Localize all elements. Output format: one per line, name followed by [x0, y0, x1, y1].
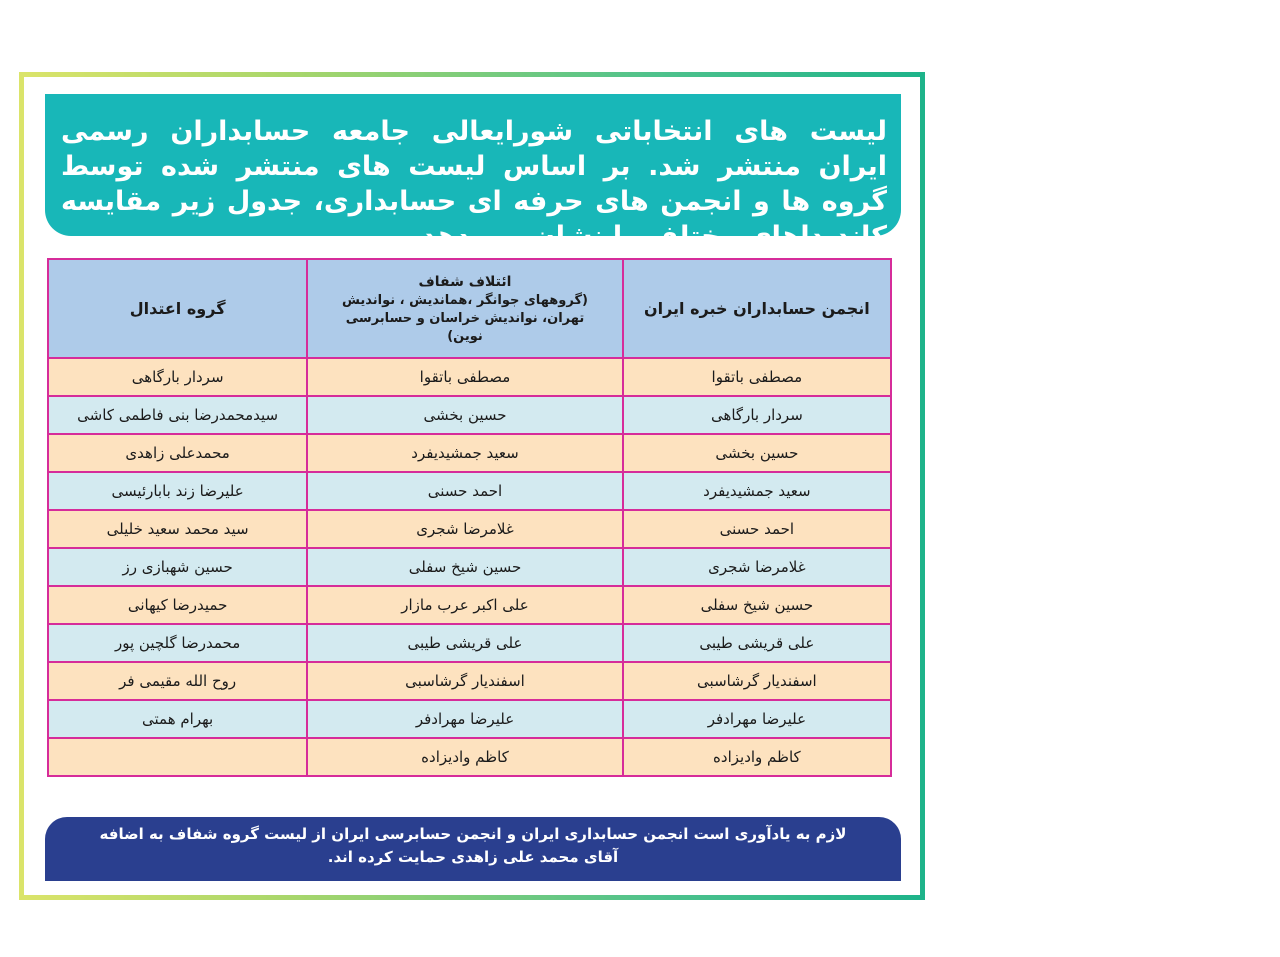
cell-coalition: حسین بخشی: [307, 396, 622, 434]
footnote-line-2: آقای محمد علی زاهدی حمایت کرده اند.: [327, 848, 619, 866]
table-row: [48, 472, 891, 510]
cell-coalition: احمد حسنی: [307, 472, 622, 510]
cell-etedal: سیدمحمدرضا بنی فاطمی کاشی: [48, 396, 307, 434]
table-row: [48, 358, 891, 396]
cell-coalition: علی قریشی طیبی: [307, 624, 622, 662]
cell-coalition: علیرضا مهرادفر: [307, 700, 622, 738]
candidates-table: [47, 258, 892, 777]
cell-association: حسین شیخ سفلی: [623, 586, 891, 624]
table-row: [48, 738, 891, 776]
intro-banner: [45, 94, 901, 252]
column-header-association: انجمن حسابداران خبره ایران: [623, 259, 891, 358]
coalition-title: ائتلاف شفاف: [418, 273, 512, 290]
cell-etedal: حمیدرضا کیهانی: [48, 586, 307, 624]
cell-etedal: علیرضا زند بابارئیسی: [48, 472, 307, 510]
coalition-subtitle: (گروههای جوانگر ،همانديش ، نوانديش تهران، نوانديش خراسان و حسابرسی نوين): [342, 292, 588, 344]
cell-etedal: سید محمد سعید خلیلی: [48, 510, 307, 548]
cell-etedal: [48, 738, 307, 776]
footnote-banner: [45, 817, 901, 881]
cell-association: کاظم وادیزاده: [623, 738, 891, 776]
frame-inner: [24, 77, 920, 895]
cell-etedal: روح الله مقیمی فر: [48, 662, 307, 700]
cell-etedal: محمدرضا گلچین پور: [48, 624, 307, 662]
table-row: [48, 662, 891, 700]
cell-coalition: علی اکبر عرب مازار: [307, 586, 622, 624]
cell-etedal: سردار بارگاهی: [48, 358, 307, 396]
cell-association: احمد حسنی: [623, 510, 891, 548]
cell-coalition: سعید جمشیدیفرد: [307, 434, 622, 472]
cell-coalition: غلامرضا شجری: [307, 510, 622, 548]
cell-etedal: محمدعلی زاهدی: [48, 434, 307, 472]
cell-association: علیرضا مهرادفر: [623, 700, 891, 738]
cell-coalition: کاظم وادیزاده: [307, 738, 622, 776]
intro-text: لیست های انتخاباتی شورایعالی جامعه حسابداران رسمی ایران منتشر شد. بر اساس لیست های منتشر شده توسط گروه ها و انجمن های حرفه ای حسابداری، جدول زیر مقایسه کاندیداهای مختلف را نشان می دهد.: [61, 116, 887, 252]
cell-association: علی قریشی طیبی: [623, 624, 891, 662]
cell-etedal: حسین شهبازی رز: [48, 548, 307, 586]
cell-association: اسفندیار گرشاسبی: [623, 662, 891, 700]
column-header-coalition: [307, 259, 622, 358]
cell-association: غلامرضا شجری: [623, 548, 891, 586]
cell-association: حسین بخشی: [623, 434, 891, 472]
table-row: [48, 548, 891, 586]
candidates-table-wrap: [47, 258, 892, 777]
table-row: [48, 700, 891, 738]
cell-coalition: مصطفی باتقوا: [307, 358, 622, 396]
cell-etedal: بهرام همتی: [48, 700, 307, 738]
table-row: [48, 624, 891, 662]
footnote-line-1: لازم به یادآوری است انجمن حسابداری ایران و انجمن حسابرسی ایران از لیست گروه شفاف به اضافه: [99, 825, 847, 843]
table-row: [48, 586, 891, 624]
cell-coalition: اسفندیار گرشاسبی: [307, 662, 622, 700]
table-row: [48, 396, 891, 434]
cell-coalition: حسین شیخ سفلی: [307, 548, 622, 586]
cell-association: مصطفی باتقوا: [623, 358, 891, 396]
column-header-etedal: گروه اعتدال: [48, 259, 307, 358]
cell-association: سردار بارگاهی: [623, 396, 891, 434]
table-row: [48, 510, 891, 548]
table-header-row: [48, 259, 891, 358]
table-row: [48, 434, 891, 472]
gradient-frame: [19, 72, 925, 900]
cell-association: سعید جمشیدیفرد: [623, 472, 891, 510]
